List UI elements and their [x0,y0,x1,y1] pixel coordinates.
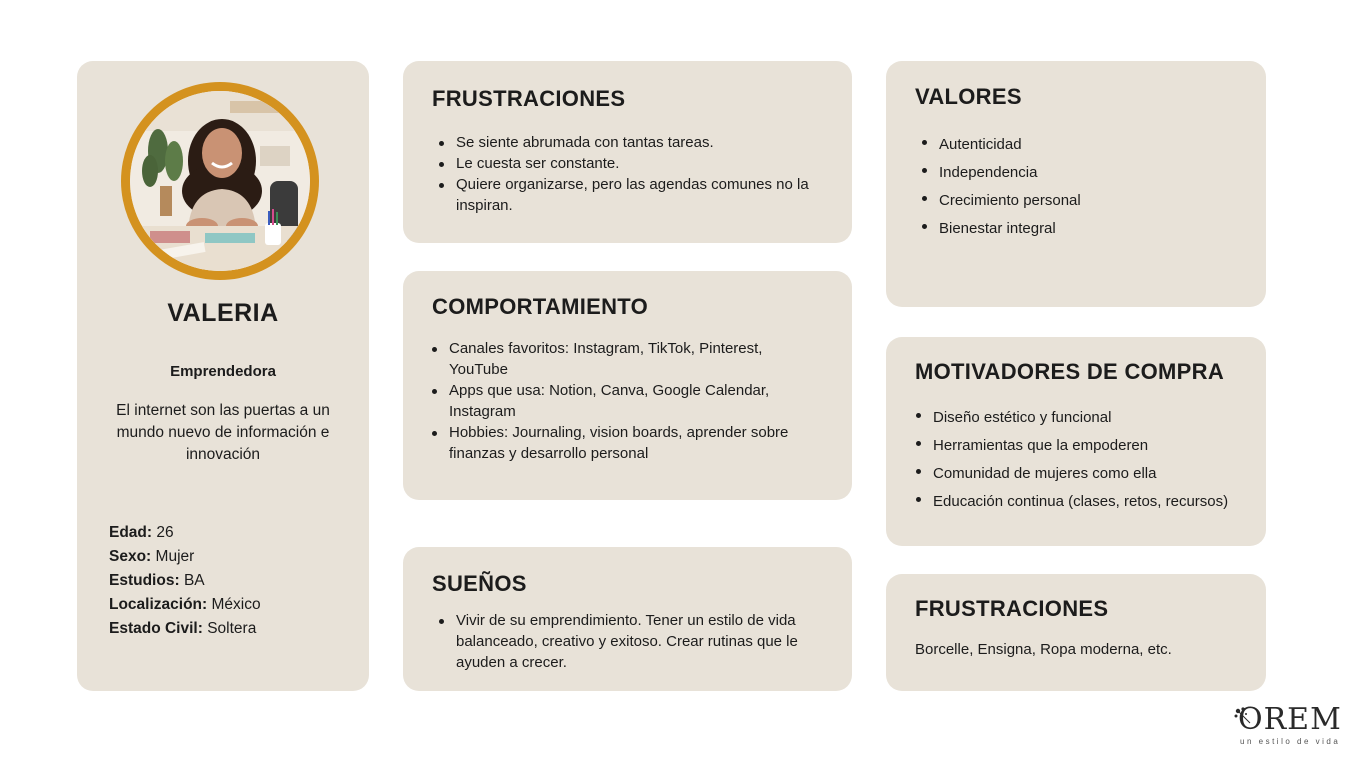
marcas-card [886,574,1266,691]
fact-value: México [211,596,261,613]
card-title: VALORES [915,84,1022,109]
motivadores-card [886,337,1266,546]
card-title: FRUSTRACIONES [915,596,1109,621]
card-title: SUEÑOS [432,571,527,596]
logo-tagline: un estilo de vida [1240,737,1341,746]
fact-label: Sexo: [109,548,152,565]
list-item: Canales favoritos: Instagram, TikTok, Pinterest, YouTube [425,338,825,380]
bullet-list [432,610,832,673]
list-item: Vivir de su emprendimiento. Tener un estilo de vida balanceado, creativo y exitoso. Crear rutinas que le ayuden a crecer. [432,610,832,673]
bullet-list [425,338,825,464]
list-item: Se siente abrumada con tantas tareas. [432,132,822,153]
avatar-ring [121,82,319,280]
list-item: Apps que usa: Notion, Canva, Google Calendar, Instagram [425,380,825,422]
fact-item [109,593,359,617]
fact-item [109,617,359,641]
list-item: Diseño estético y funcional [909,404,1269,432]
fact-label: Localización: [109,596,208,613]
fact-value: BA [183,572,205,589]
fact-value: Mujer [155,548,195,565]
persona-role: Emprendedora [170,363,276,380]
bullet-list [909,404,1269,516]
list-item: Quiere organizarse, pero las agendas comunes no la inspiran. [432,174,822,216]
list-item: Crecimiento personal [915,187,1255,215]
valores-card [886,61,1266,307]
list-item: Herramientas que la empoderen [909,432,1269,460]
list-item: Comunidad de mujeres como ella [909,460,1269,488]
list-item: Bienestar integral [915,215,1255,243]
avatar [130,91,310,271]
fact-item [109,545,359,569]
fact-label: Estudios: [109,572,180,589]
list-item: Autenticidad [915,131,1255,159]
card-title: MOTIVADORES DE COMPRA [915,359,1225,384]
persona-name: VALERIA [167,299,279,327]
fact-label: Estado Civil: [109,620,203,637]
card-title: FRUSTRACIONES [432,86,626,111]
brands-text: Borcelle, Ensigna, Ropa moderna, etc. [915,641,1172,658]
bullet-list [432,132,822,216]
logo-wordmark: OREM [1238,702,1342,737]
bullet-list [915,131,1255,243]
list-item: Le cuesta ser constante. [432,153,822,174]
fact-value: 26 [156,524,174,541]
comportamiento-card [403,271,852,500]
list-item: Independencia [915,159,1255,187]
suenos-card [403,547,852,691]
persona-quote: El internet son las puertas a un mundo nuevo de información e innovación [116,402,330,463]
avatar-photo [130,91,310,271]
fact-item [109,521,359,545]
persona-facts [109,521,359,641]
list-item: Educación continua (clases, retos, recursos) [909,488,1269,516]
fact-label: Edad: [109,524,153,541]
card-title: COMPORTAMIENTO [432,294,649,319]
list-item: Hobbies: Journaling, vision boards, aprender sobre finanzas y desarrollo personal [425,422,825,464]
profile-card [77,61,369,691]
fact-value: Soltera [207,620,257,637]
fact-item [109,569,359,593]
orem-logo [1232,702,1352,750]
frustraciones-card [403,61,852,243]
